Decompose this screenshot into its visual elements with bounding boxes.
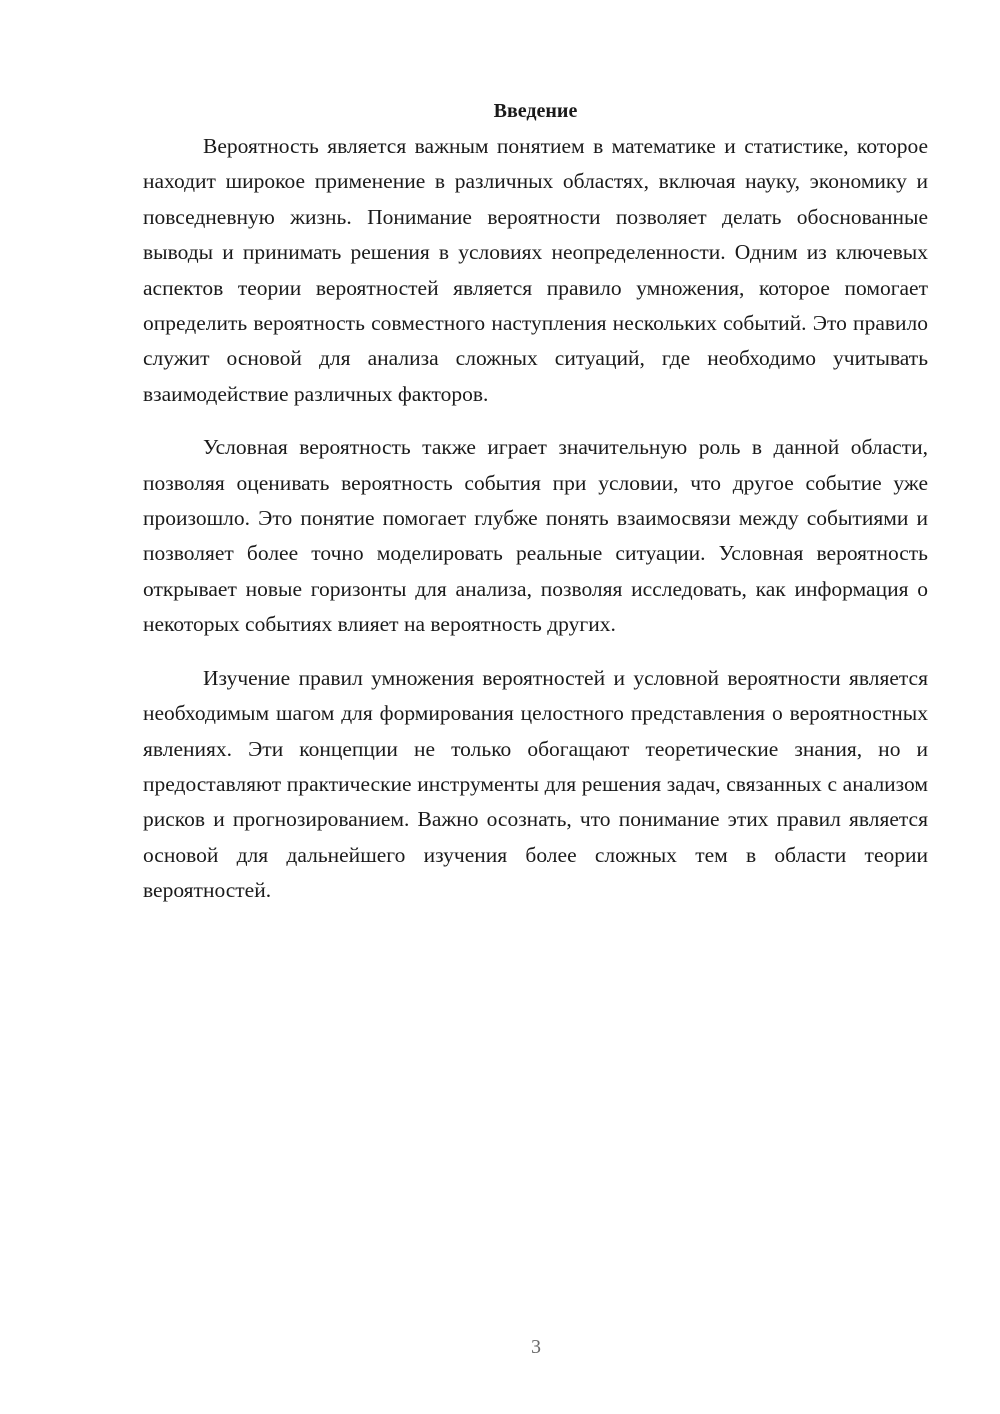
document-page (143, 95, 928, 927)
paragraph-1: Вероятность является важным понятием в математике и статистике, которое находит широкое применение в различных областях, включая науку, экономику и повседневную жизнь. Понимание вероятности позволяет делать обоснованные выводы и принимать решения в условиях неопределенности. Одним из ключевых аспектов теории вероятностей является правило умножения, которое помогает определить вероятность совместного наступления нескольких событий. Это правило служит основой для анализа сложных ситуаций, где необходимо учитывать взаимодействие различных факторов. (143, 134, 928, 406)
page-title: Введение (493, 100, 578, 122)
paragraph-2: Условная вероятность также играет значительную роль в данной области, позволяя оценивать вероятность события при условии, что другое событие уже произошло. Это понятие помогает глубже понять взаимосвязи между событиями и позволяет более точно моделировать реальные ситуации. Условная вероятность открывает новые горизонты для анализа, позволяя исследовать, как информация о некоторых событиях влияет на вероятность других. (143, 435, 928, 637)
paragraph-3: Изучение правил умножения вероятностей и условной вероятности является необходимым шагом для формирования целостного представления о вероятностных явлениях. Эти концепции не только обогащают теоретические знания, но и предоставляют практические инструменты для решения задач, связанных с анализом рисков и прогнозированием. Важно осознать, что понимание этих правил является основой для дальнейшего изучения более сложных тем в области теории вероятностей. (143, 665, 928, 903)
page-number: 3 (531, 1336, 541, 1358)
